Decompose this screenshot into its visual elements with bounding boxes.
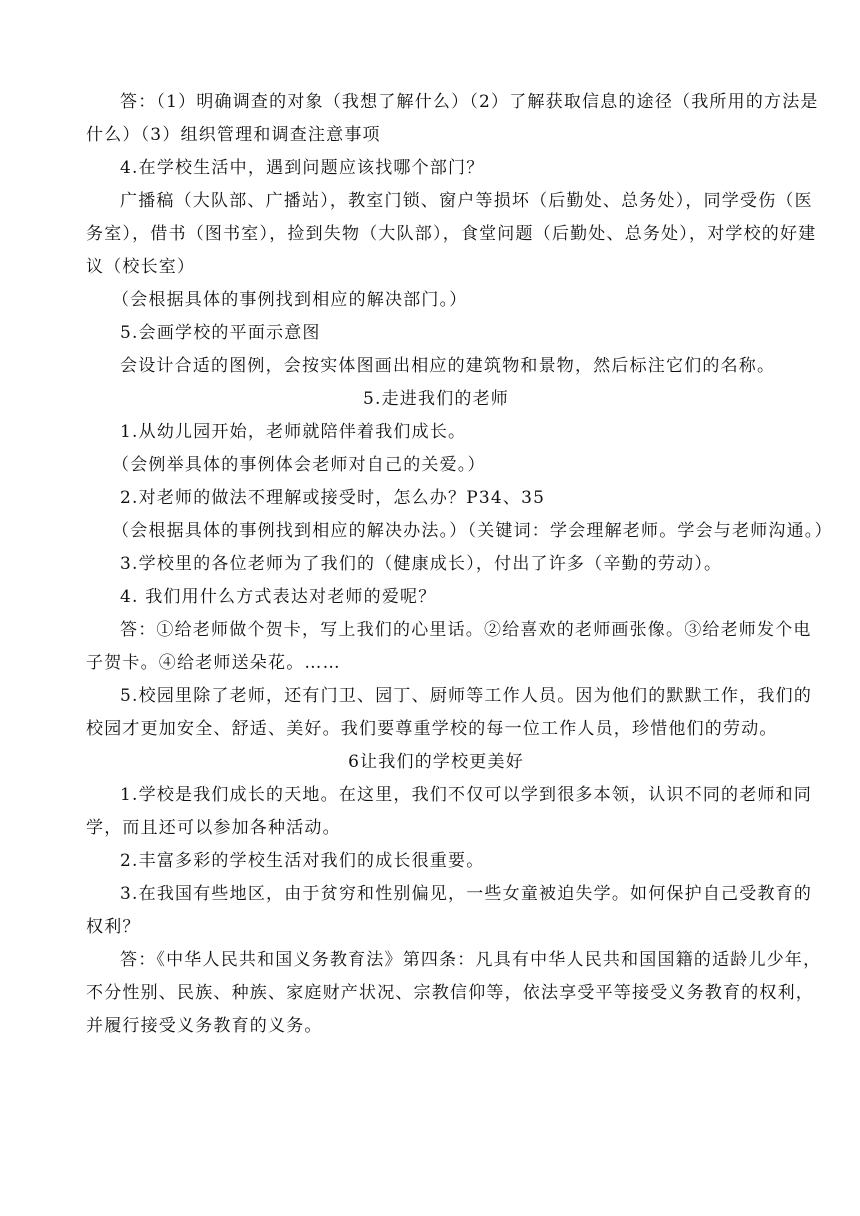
question-line: 5.会画学校的平面示意图: [120, 323, 321, 343]
paragraph-line: 1.学校是我们成长的天地。在这里，我们不仅可以学到很多本领，认识不同的老师和同: [120, 785, 813, 805]
question-line: 4. 我们用什么方式表达对老师的爱呢？: [120, 587, 437, 607]
answer-paragraph-line: 答：（1）明确调查的对象（我想了解什么）（2）了解获取信息的途径（我所用的方法是: [120, 92, 819, 112]
answer-paragraph-line: 答：①给老师做个贺卡，写上我们的心里话。②给喜欢的老师画张像。③给老师发个电: [120, 620, 812, 640]
question-line: 权利？: [86, 917, 141, 937]
question-line: 3.在我国有些地区，由于贫穷和性别偏见，一些女童被迫失学。如何保护自己受教育的: [120, 884, 813, 904]
answer-paragraph-line: 子贺卡。④给老师送朵花。……: [86, 653, 341, 673]
note-line: （会根据具体的事例找到相应的解决办法。）（关键词：学会理解老师。学会与老师沟通。）: [112, 521, 833, 541]
section-heading: 6让我们的学校更美好: [348, 752, 524, 772]
question-line: 4.在学校生活中，遇到问题应该找哪个部门？: [120, 158, 485, 178]
answer-paragraph-line: 答：《中华人民共和国义务教育法》第四条：凡具有中华人民共和国国籍的适龄儿少年，: [120, 950, 822, 970]
note-line: （会例举具体的事例体会老师对自己的关爱。）: [112, 455, 486, 475]
point-line: 1.从幼儿园开始，老师就陪伴着我们成长。: [120, 422, 467, 442]
paragraph-line: 议（校长室）: [86, 257, 196, 277]
paragraph-line: 广播稿（大队部、广播站），教室门锁、窗户等损坏（后勤处、总务处），同学受伤（医: [120, 191, 813, 211]
answer-paragraph-line: 什么）（3）组织管理和调查注意事项: [86, 125, 381, 145]
paragraph-line: 学，而且还可以参加各种活动。: [86, 818, 341, 838]
paragraph-line: 5.校园里除了老师，还有门卫、园丁、厨师等工作人员。因为他们的默默工作，我们的: [120, 686, 813, 706]
paragraph-line: 会设计合适的图例，会按实体图画出相应的建筑物和景物，然后标注它们的名称。: [120, 356, 776, 376]
question-line: 2.对老师的做法不理解或接受时，怎么办？P34、35: [120, 488, 546, 508]
document-page: [86, 86, 833, 1043]
paragraph-line: 校园才更加安全、舒适、美好。我们要尊重学校的每一位工作人员，珍惜他们的劳动。: [86, 719, 778, 739]
paragraph-line: 务室），借书（图书室），捡到失物（大队部），食堂问题（后勤处、总务处），对学校的好建: [86, 224, 817, 244]
section-heading: 5.走进我们的老师: [362, 389, 510, 409]
point-line: 3.学校里的各位老师为了我们的（健康成长），付出了许多（辛勤的劳动）。: [120, 554, 723, 574]
note-line: （会根据具体的事例找到相应的解决部门。）: [112, 290, 468, 310]
answer-paragraph-line: 并履行接受义务教育的义务。: [86, 1016, 323, 1036]
point-line: 2.丰富多彩的学校生活对我们的成长很重要。: [120, 851, 485, 871]
answer-paragraph-line: 不分性别、民族、种族、家庭财产状况、宗教信仰等，依法享受平等接受义务教育的权利，: [86, 983, 814, 1003]
